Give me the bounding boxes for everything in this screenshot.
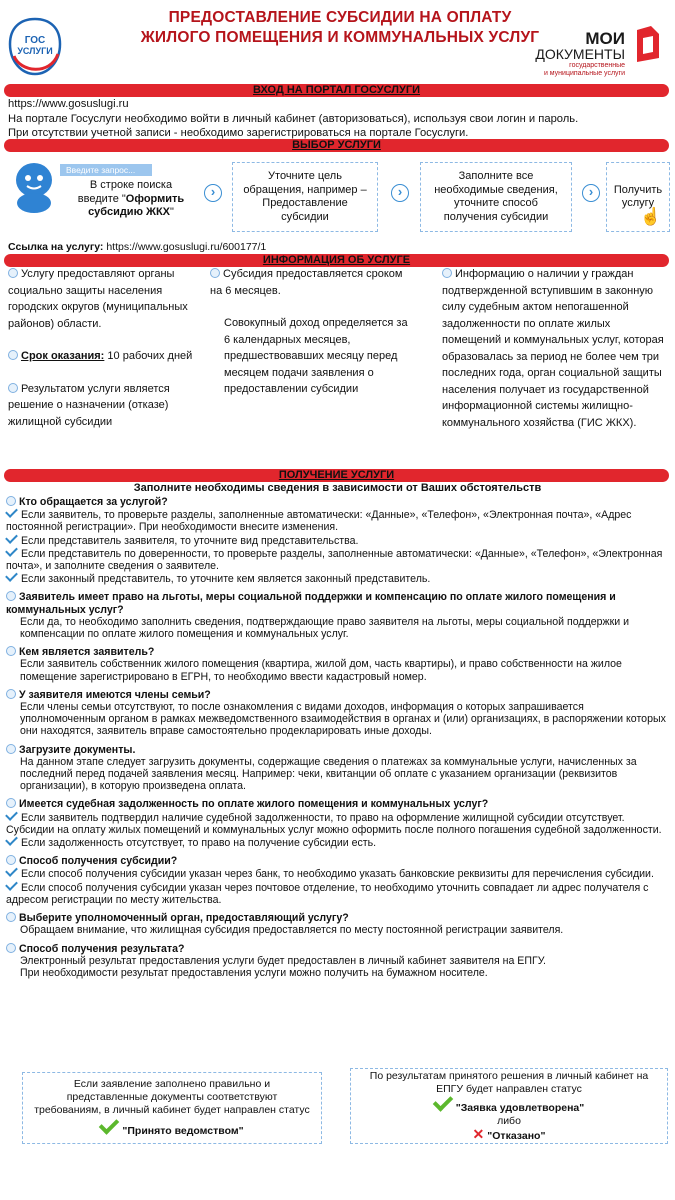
or-text: либо — [497, 1114, 521, 1127]
gosuslugi-logo — [6, 16, 64, 78]
step-result — [6, 943, 670, 980]
receive-subtitle: Заполните необходимы сведения в зависимости от Ваших обстоятельств — [133, 482, 542, 494]
accepted-text: Если заявление заполнено правильно и представленные документы соответствуют требованиям, в личный кабинет будет направлен статус — [34, 1078, 310, 1116]
who-representative: Если представитель заявителя, то уточните вид представительства. — [6, 534, 670, 547]
bullet-icon — [8, 268, 18, 278]
check-icon — [5, 865, 18, 878]
info-col2 — [210, 266, 410, 398]
title-line1: ПРЕДОСТАВЛЕНИЕ СУБСИДИИ НА ОПЛАТУ — [168, 9, 512, 26]
method-bank: Если способ получения субсидии указан через банк, то необходимо указать банковские реквизиты для перечисления субсидии. — [6, 867, 670, 880]
registration-instruction: При отсутствии учетной записи - необходимо зарегистрироваться на портале Госуслуги. — [8, 127, 469, 139]
result-text-1: Электронный результат предоставления услуги будет предоставлен в личный кабинет заявителя на ЕПГУ. — [20, 954, 546, 967]
accepted-status: "Принято ведомством" — [100, 1119, 243, 1138]
step3-box — [420, 162, 572, 232]
step-authority — [6, 912, 670, 936]
check-icon — [5, 569, 18, 582]
info-result: Результатом услуги является решение о назначении (отказе) жилищной субсидии — [8, 382, 170, 428]
mascot-icon — [12, 158, 52, 214]
info-term: Срок оказания: 10 рабочих дней — [8, 348, 204, 365]
check-icon — [5, 833, 18, 846]
bullet-icon — [6, 943, 16, 953]
gosuslugi-url[interactable]: https://www.gosuslugi.ru — [8, 98, 129, 110]
gos-logo-line1: ГОС — [24, 35, 46, 46]
question-who-is: Кем является заявитель? — [6, 646, 670, 658]
question-who: Кто обращается за услугой? — [6, 496, 670, 508]
arrow-right-icon: › — [391, 184, 409, 202]
who-proxy: Если представитель по доверенности, то проверьте разделы, заполненные автоматически: «Данные», «Телефон», «Электронная почта», и заполните сведения о заявителе. — [6, 547, 670, 572]
step-benefits — [6, 591, 670, 640]
step1-pre: В строке поиска введите " — [77, 179, 173, 205]
question-method: Способ получения субсидии? — [6, 855, 670, 867]
status-decision-box — [350, 1068, 668, 1144]
bullet-icon — [6, 689, 16, 699]
hand-pointer-icon: ☝ — [640, 207, 662, 226]
who-is-text: Если заявитель собственник жилого помещения (квартира, жилой дом, часть квартиры), и право собственности на жилое помещение зарегистрировано в ЕГРН, то необходимо ввести кадастровый номер. — [20, 658, 622, 683]
debt-no: Если задолженность отсутствует, то право на получение субсидии есть. — [6, 836, 670, 849]
question-benefits: Заявитель имеет право на льготы, меры социальной поддержки и компенсацию по оплате жилого помещения и коммунальных услуг? — [6, 591, 616, 616]
question-authority: Выберите уполномоченный орган, предоставляющий услугу? — [6, 912, 670, 924]
method-post: Если способ получения субсидии указан через почтовое отделение, то необходимо уточнить совпадает ли адрес получателя с адресом регистрации по месту жительства. — [6, 881, 670, 906]
question-result: Способ получения результата? — [6, 943, 670, 955]
bullet-icon — [6, 744, 16, 754]
gos-logo-line2: УСЛУГИ — [17, 46, 53, 56]
decision-text: По результатам принятого решения в личный кабинет на ЕПГУ будет направлен статус — [369, 1069, 649, 1095]
bullet-icon — [6, 798, 16, 808]
question-family: У заявителя имеются члены семьи? — [6, 689, 670, 701]
rejected-status: ✕ "Отказано" — [472, 1125, 546, 1142]
step1-bold: Оформить субсидию ЖКХ — [88, 192, 185, 218]
bullet-icon — [6, 646, 16, 656]
result-text-2: При необходимости результат предоставления услуги можно получить на бумажном носителе. — [20, 966, 488, 979]
who-legal-rep: Если законный представитель, то уточните кем является законный представитель. — [6, 572, 670, 585]
service-link-url[interactable]: https://www.gosuslugi.ru/600177/1 — [106, 241, 267, 253]
info-col1-p1: Услугу предоставляют органы социально защиты населения городских округов (муниципальных районов) области. — [8, 268, 188, 330]
step4-text: Получить услугу — [613, 183, 663, 209]
check-icon — [5, 505, 18, 518]
approved-status: "Заявка удовлетворена" — [434, 1096, 584, 1115]
moi-logo-line4: и муниципальные услуги — [543, 70, 625, 77]
bullet-icon — [6, 496, 16, 506]
bullet-icon — [6, 855, 16, 865]
family-text: Если члены семьи отсутствуют, то после ознакомления с видами доходов, информация о которых запрашивается уполномоченным органом в рамках межведомственного взаимодействия в органах и (или) организациях, в распоряжении которых они находятся, заявитель вправе самостоятельно продекларировать иные доходы. — [20, 701, 666, 738]
arrow-right-icon: › — [582, 184, 600, 202]
step2-text: Уточните цель обращения, например – Предоставление субсидии — [243, 170, 367, 223]
service-link-label: Ссылка на услугу: — [8, 241, 104, 253]
moi-logo-line3: государственные — [569, 62, 625, 69]
red-cross-icon: ✕ — [472, 1125, 485, 1142]
step2-box — [232, 162, 378, 232]
search-input[interactable]: Введите запрос... — [60, 164, 152, 176]
step-debt — [6, 798, 670, 849]
info-col2-p2: Совокупный доход определяется за 6 календарных месяцев, предшествовавших месяцу перед месяцем подачи заявления о предоставлении субсидии — [224, 317, 408, 395]
step-family — [6, 689, 670, 738]
moi-logo-line2: ДОКУМЕНТЫ — [535, 46, 625, 62]
login-band: ВХОД НА ПОРТАЛ ГОСУСЛУГИ — [4, 84, 669, 97]
info-col3 — [442, 266, 668, 431]
step-method — [6, 855, 670, 906]
step-documents — [6, 744, 670, 793]
choice-band: ВЫБОР УСЛУГИ — [4, 139, 669, 152]
info-col1 — [8, 266, 204, 430]
info-col2-p1: Субсидия предоставляется сроком на 6 месяцев. — [210, 268, 403, 297]
receive-steps — [6, 496, 670, 979]
step1-text — [70, 179, 192, 220]
moi-logo-line1: МОИ — [585, 29, 625, 48]
bullet-icon — [210, 268, 220, 278]
info-band: ИНФОРМАЦИЯ ОБ УСЛУГЕ — [4, 254, 669, 267]
status-accepted-box — [22, 1072, 322, 1144]
bullet-icon — [6, 591, 16, 601]
bullet-icon — [8, 350, 18, 360]
page-title — [120, 8, 560, 48]
who-applicant: Если заявитель, то проверьте разделы, заполненные автоматически: «Данные», «Телефон», «Электронная почта», «Адрес постоянной регистрации». При необходимости внесите изменения. — [6, 508, 670, 533]
service-link — [8, 240, 266, 255]
info-col3-p1: Информацию о наличии у граждан подтвержденной вступившим в законную силу судебным актом непогашенной задолженности по оплате жилых помещений и коммунальных услуг, которая образовалась за период не более чем три последних года, орган социальной защиты населения получает из государственной информационной системы жилищно-коммунального хозяйства (ГИС ЖКХ). — [442, 268, 664, 429]
question-debt: Имеется судебная задолженность по оплате жилого помещения и коммунальных услуг? — [6, 798, 670, 810]
login-section — [8, 97, 668, 141]
bullet-icon — [442, 268, 452, 278]
green-check-icon — [99, 1114, 120, 1135]
debt-yes: Если заявитель подтвердил наличие судебной задолженности, то право на оформление жилищной субсидии отсутствует. Субсидии на оплату жилых помещений и коммунальных услуг можно оформить после полного погашения судебной задолженности. — [6, 811, 670, 836]
step1-post: " — [170, 206, 174, 218]
step-who — [6, 496, 670, 585]
documents-text: На данном этапе следует загрузить документы, содержащие сведения о платежах за коммунальные услуги, начисленных за последний перед подачей заявления месяц. Например: чеки, квитанции об оплате с указанием организации (реквизитов организации), в которую произведена оплата. — [20, 755, 637, 793]
step3-text: Заполните все необходимые сведения, уточните способ получения субсидии — [434, 170, 558, 223]
benefits-text: Если да, то необходимо заполнить сведения, подтверждающие право заявителя на льготы, меры социальной поддержки и компенсации по оплате жилого помещения и коммунальных услуг. — [20, 615, 630, 641]
title-line2: ЖИЛОГО ПОМЕЩЕНИЯ И КОММУНАЛЬНЫХ УСЛУГ — [140, 29, 540, 46]
question-documents: Загрузите документы. — [6, 744, 670, 756]
moi-dokumenty-logo — [515, 30, 665, 88]
bullet-icon — [8, 383, 18, 393]
step-who-is — [6, 646, 670, 683]
receive-band: ПОЛУЧЕНИЕ УСЛУГИ — [4, 469, 669, 482]
arrow-right-icon: › — [204, 184, 222, 202]
login-instruction: На портале Госуслуги необходимо войти в личный кабинет (авторизоваться), используя свои логин и пароль. — [8, 112, 579, 125]
authority-text: Обращаем внимание, что жилищная субсидия предоставляется по месту постоянной регистрации заявителя. — [20, 924, 564, 937]
document-icon — [633, 24, 663, 64]
bullet-icon — [6, 912, 16, 922]
